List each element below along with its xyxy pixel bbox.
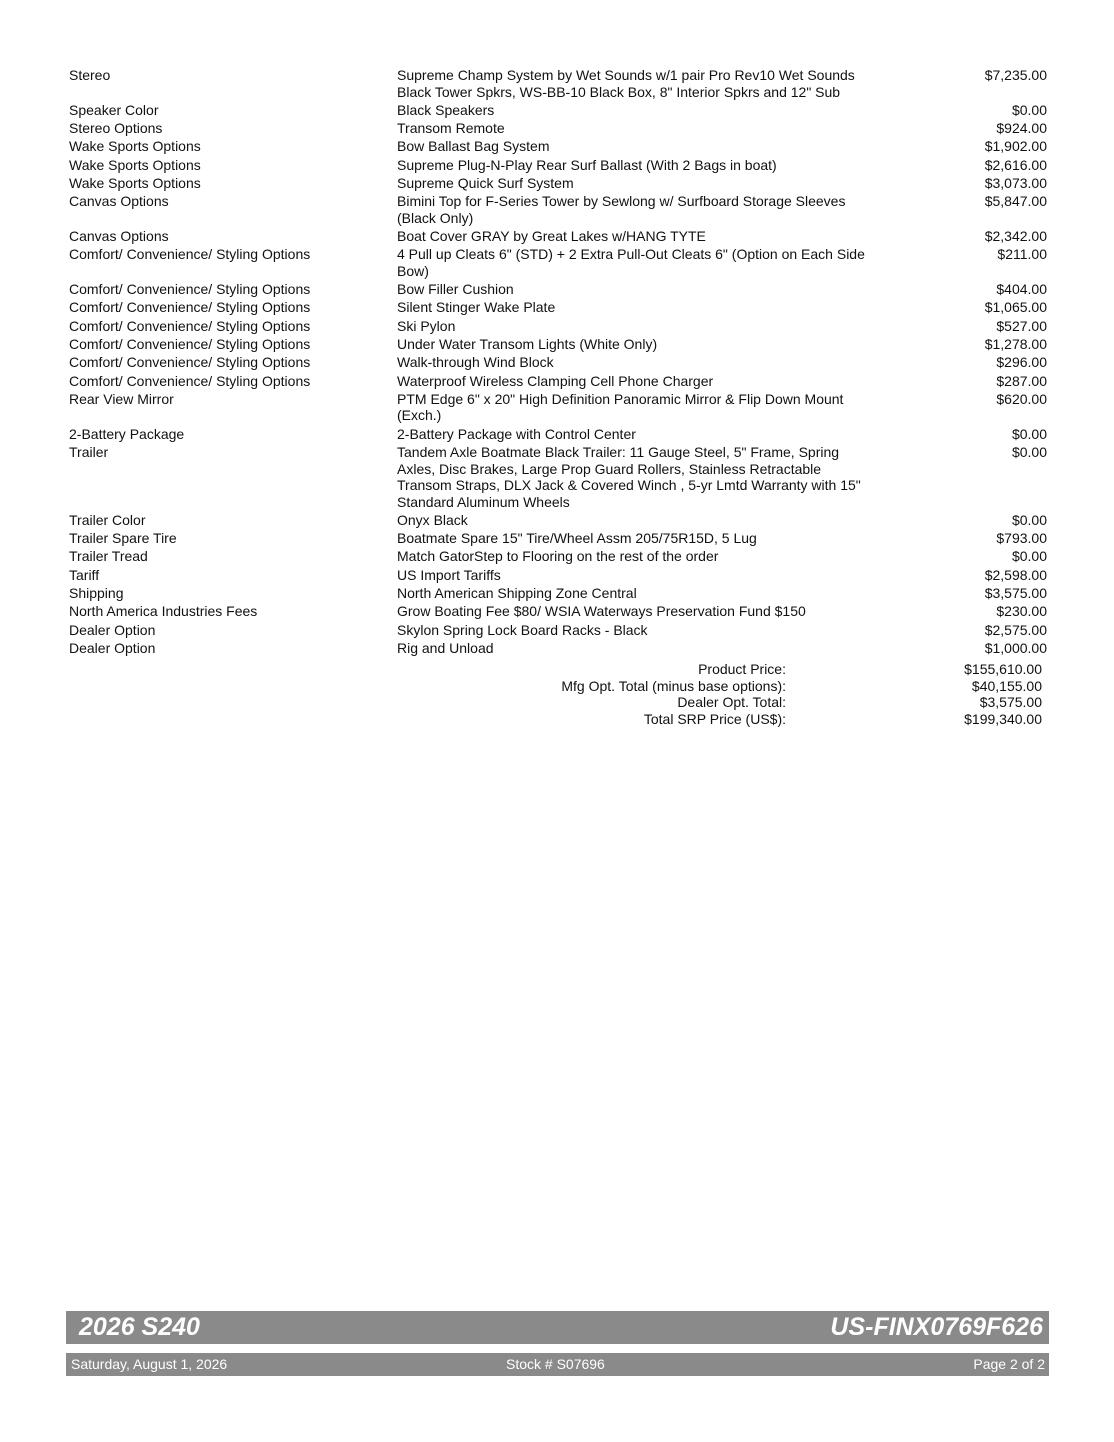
option-description: Grow Boating Fee $80/ WSIA Waterways Preservation Fund $150 — [397, 603, 806, 620]
option-row — [69, 391, 1047, 424]
option-row — [69, 299, 1047, 316]
option-category: Tariff — [69, 566, 100, 583]
option-price: $2,575.00 — [984, 621, 1047, 638]
option-category: Shipping — [69, 585, 124, 602]
option-price: $404.00 — [996, 281, 1047, 298]
option-category: Stereo — [69, 67, 111, 83]
option-category: Wake Sports Options — [69, 138, 201, 155]
total-value: $155,610.00 — [964, 661, 1042, 677]
page-number: Page 2 of 2 — [973, 1356, 1045, 1372]
option-row — [69, 622, 1047, 639]
option-row — [69, 426, 1047, 443]
option-category: Speaker Color — [69, 101, 159, 118]
option-description: Rig and Unload — [397, 639, 494, 656]
option-row — [69, 228, 1047, 245]
option-row — [69, 120, 1047, 137]
option-price: $0.00 — [1011, 444, 1047, 461]
option-price: $1,000.00 — [984, 639, 1047, 656]
option-row — [69, 193, 1047, 226]
option-row — [69, 603, 1047, 620]
option-price: $2,342.00 — [984, 228, 1047, 245]
option-category: Canvas Options — [69, 228, 169, 245]
option-category: Trailer Tread — [69, 548, 148, 565]
option-category: Trailer Color — [69, 511, 146, 528]
footer-info-bar — [66, 1353, 1049, 1376]
option-row — [69, 138, 1047, 155]
footer-title-bar — [66, 1311, 1049, 1344]
option-category: Dealer Option — [69, 639, 156, 656]
option-description: Walk-through Wind Block — [397, 354, 554, 371]
option-row — [69, 67, 1047, 100]
option-description: Supreme Quick Surf System — [397, 174, 574, 191]
option-price: $527.00 — [996, 317, 1047, 334]
option-category: North America Industries Fees — [69, 603, 258, 620]
options-table — [69, 67, 1047, 658]
option-description: Bow Ballast Bag System — [397, 138, 550, 155]
option-row — [69, 102, 1047, 119]
option-category: Comfort/ Convenience/ Styling Options — [69, 281, 311, 298]
option-category: Wake Sports Options — [69, 174, 201, 191]
hull-id: US-FINX0769F626 — [830, 1313, 1043, 1341]
option-description: 4 Pull up Cleats 6" (STD) + 2 Extra Pull-Out Cleats 6" (Option on Each Side Bow) — [397, 246, 865, 279]
option-row — [69, 444, 1047, 510]
option-price: $0.00 — [1011, 511, 1047, 528]
option-price: $2,598.00 — [984, 566, 1047, 583]
total-value: $40,155.00 — [971, 677, 1042, 694]
option-description: Match GatorStep to Flooring on the rest of the order — [397, 548, 719, 565]
total-value: $199,340.00 — [964, 710, 1042, 727]
option-description: Waterproof Wireless Clamping Cell Phone Charger — [397, 372, 714, 389]
option-description: US Import Tariffs — [397, 566, 501, 583]
option-description: Silent Stinger Wake Plate — [397, 299, 556, 316]
option-price: $7,235.00 — [984, 67, 1047, 83]
option-category: Comfort/ Convenience/ Styling Options — [69, 354, 311, 371]
option-row — [69, 175, 1047, 192]
option-category: 2-Battery Package — [69, 425, 185, 442]
option-category: Comfort/ Convenience/ Styling Options — [69, 336, 311, 353]
option-row — [69, 318, 1047, 335]
option-description: Boatmate Spare 15" Tire/Wheel Assm 205/75R15D, 5 Lug — [397, 530, 757, 547]
option-row — [69, 530, 1047, 547]
option-description: Onyx Black — [397, 511, 468, 528]
option-description: Boat Cover GRAY by Great Lakes w/HANG TYTE — [397, 228, 706, 245]
total-row — [69, 694, 1047, 711]
option-category: Trailer — [69, 444, 109, 461]
option-category: Comfort/ Convenience/ Styling Options — [69, 317, 311, 334]
option-row — [69, 585, 1047, 602]
option-description: North American Shipping Zone Central — [397, 585, 637, 602]
option-category: Comfort/ Convenience/ Styling Options — [69, 299, 311, 316]
option-category: Canvas Options — [69, 193, 169, 210]
option-description: Black Speakers — [397, 101, 495, 118]
option-row — [69, 157, 1047, 174]
option-price: $1,902.00 — [984, 138, 1047, 155]
option-price: $0.00 — [1011, 548, 1047, 565]
total-value: $3,575.00 — [979, 694, 1042, 710]
option-description: Supreme Champ System by Wet Sounds w/1 pair Pro Rev10 Wet Sounds Black Tower Spkrs, WS-BB-10 Black Box, 8" Interior Spkrs and 12" Sub — [397, 67, 855, 100]
option-price: $230.00 — [996, 603, 1047, 620]
option-row — [69, 281, 1047, 298]
total-row — [69, 711, 1047, 728]
option-row — [69, 512, 1047, 529]
option-price: $1,065.00 — [984, 299, 1047, 316]
option-description: PTM Edge 6" x 20" High Definition Panoramic Mirror & Flip Down Mount (Exch.) — [397, 390, 844, 424]
option-price: $793.00 — [996, 530, 1047, 547]
option-row — [69, 354, 1047, 371]
option-row — [69, 246, 1047, 279]
option-category: Stereo Options — [69, 120, 163, 137]
option-price: $2,616.00 — [984, 156, 1047, 173]
option-description: Supreme Plug-N-Play Rear Surf Ballast (With 2 Bags in boat) — [397, 156, 777, 173]
option-price: $1,278.00 — [984, 336, 1047, 353]
option-price: $287.00 — [996, 372, 1047, 389]
model-name: 2026 S240 — [79, 1313, 200, 1341]
option-category: Trailer Spare Tire — [69, 530, 177, 547]
stock-number: Stock # S07696 — [506, 1356, 605, 1372]
total-label: Mfg Opt. Total (minus base options): — [561, 677, 786, 694]
option-description: Ski Pylon — [397, 317, 456, 334]
option-price: $5,847.00 — [984, 193, 1047, 210]
totals-block — [69, 661, 1047, 727]
option-price: $0.00 — [1011, 101, 1047, 118]
option-category: Wake Sports Options — [69, 156, 201, 173]
total-label: Dealer Opt. Total: — [677, 694, 786, 710]
total-label: Product Price: — [698, 661, 786, 677]
option-row — [69, 336, 1047, 353]
option-price: $3,073.00 — [984, 174, 1047, 191]
option-row — [69, 373, 1047, 390]
option-description: Transom Remote — [397, 120, 505, 137]
option-row — [69, 567, 1047, 584]
total-label: Total SRP Price (US$): — [643, 710, 786, 727]
option-category: Rear View Mirror — [69, 390, 174, 407]
option-price: $0.00 — [1011, 425, 1047, 442]
option-description: Bimini Top for F-Series Tower by Sewlong w/ Surfboard Storage Sleeves (Black Only) — [397, 193, 846, 226]
option-price: $620.00 — [996, 390, 1047, 407]
option-description: Bow Filler Cushion — [397, 281, 514, 298]
option-row — [69, 640, 1047, 657]
option-description: 2-Battery Package with Control Center — [397, 425, 636, 442]
option-price: $3,575.00 — [984, 585, 1047, 602]
option-description: Skylon Spring Lock Board Racks - Black — [397, 621, 648, 638]
option-price: $211.00 — [997, 246, 1047, 263]
option-category: Comfort/ Convenience/ Styling Options — [69, 372, 311, 389]
option-price: $296.00 — [996, 354, 1047, 371]
option-description: Under Water Transom Lights (White Only) — [397, 336, 658, 353]
option-price: $924.00 — [996, 120, 1047, 137]
option-description: Tandem Axle Boatmate Black Trailer: 11 Gauge Steel, 5" Frame, Spring Axles, Disc Brakes, Large Prop Guard Rollers, Stainless Retractable Transom Straps, DLX Jack & Covered Winch , 5-yr Lmtd Warranty with 15" Standard Aluminum Wheels — [397, 444, 861, 510]
print-date: Saturday, August 1, 2026 — [71, 1356, 228, 1372]
total-row — [69, 661, 1047, 678]
option-category: Dealer Option — [69, 621, 156, 638]
option-row — [69, 548, 1047, 565]
total-row — [69, 678, 1047, 695]
option-category: Comfort/ Convenience/ Styling Options — [69, 246, 311, 263]
